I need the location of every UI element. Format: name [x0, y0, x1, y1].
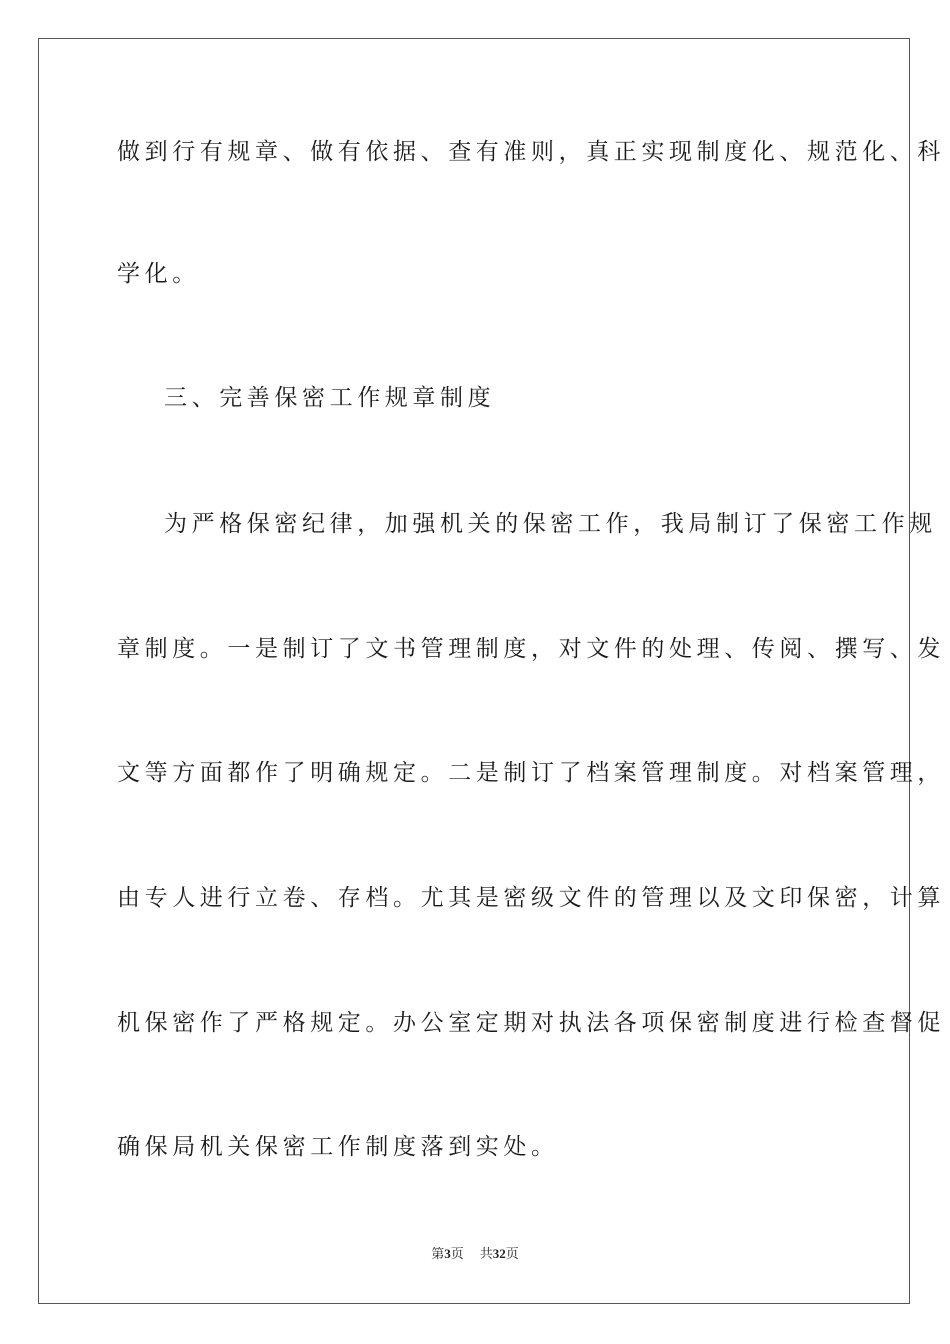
- page-footer: [0, 1243, 950, 1262]
- page-suffix: 页: [450, 1246, 464, 1261]
- body-line-8: 机保密作了严格规定。办公室定期对执法各项保密制度进行检查督促: [117, 1010, 945, 1036]
- page-prefix: 第: [431, 1246, 445, 1261]
- body-line-1: 做到行有规章、做有依据、查有准则，真正实现制度化、规范化、科: [117, 139, 945, 165]
- page-number: 3: [444, 1246, 451, 1261]
- total-suffix: 页: [505, 1246, 519, 1261]
- body-line-5: 章制度。一是制订了文书管理制度，对文件的处理、传阅、撰写、发: [117, 636, 945, 662]
- total-pages: 32: [492, 1246, 506, 1261]
- total-prefix: 共: [479, 1246, 493, 1261]
- body-line-9: 确保局机关保密工作制度落到实处。: [117, 1134, 559, 1160]
- body-line-4: 为严格保密纪律，加强机关的保密工作，我局制订了保密工作规: [164, 511, 937, 537]
- section-heading: 三、完善保密工作规章制度: [164, 385, 496, 411]
- body-line-6: 文等方面都作了明确规定。二是制订了档案管理制度。对档案管理，: [117, 760, 945, 786]
- page-border: [38, 38, 910, 1304]
- body-line-2: 学化。: [117, 261, 200, 287]
- body-line-7: 由专人进行立卷、存档。尤其是密级文件的管理以及文印保密，计算: [117, 885, 945, 911]
